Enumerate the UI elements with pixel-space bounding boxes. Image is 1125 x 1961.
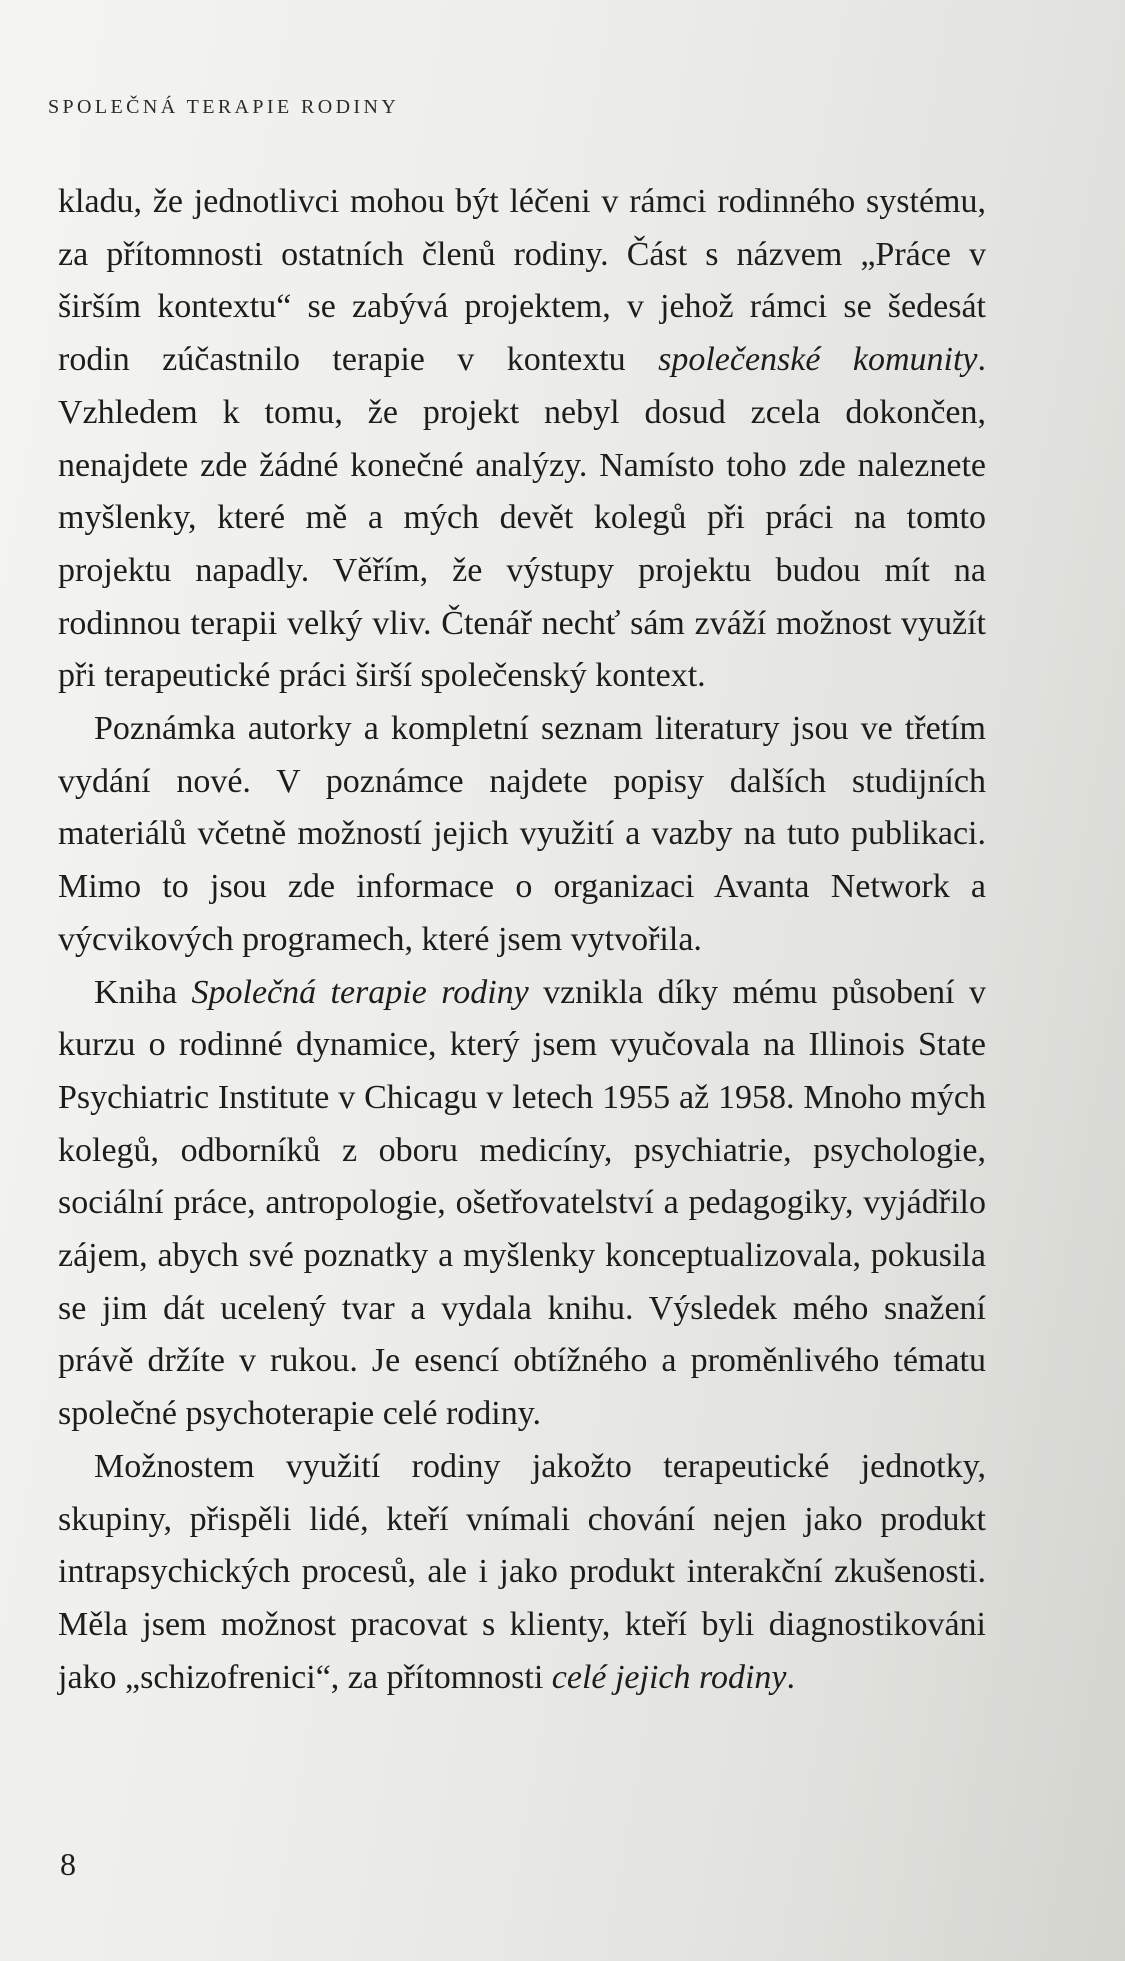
paragraph-1-text-2: . Vzhledem k tomu, že projekt nebyl dosud zcela dokončen, nenajdete zde žádné konečné analýzy. Namísto toho zde naleznete myšlenky, které mě a mých devět kolegů při práci na tomto projektu napadly. Věřím, že výstupy projektu budou mít na rodinnou terapii velký vliv. Čtenář nechť sám zváží možnost využít při terapeutické práci širší společenský kontext. (58, 341, 986, 695)
paragraph-4-text-2: . (786, 1658, 796, 1696)
paragraph-3-book-title: Společná terapie rodiny (191, 973, 529, 1011)
paragraph-4-italic-term: celé jejich rodiny (551, 1658, 787, 1696)
paragraph-3 (58, 967, 986, 1441)
paragraph-1 (58, 176, 986, 703)
page-number: 8 (60, 1846, 76, 1882)
paragraph-4 (58, 1441, 986, 1705)
paragraph-3-text-2: vznikla díky mému působení v kurzu o rodinné dynamice, který jsem vyučovala na Illinois State Psychiatric Institute v Chicagu v letech 1955 až 1958. Mnoho mých kolegů, odborníků z oboru medicíny, psychiatrie, psychologie, sociální práce, antropologie, ošetřovatelství a pedagogiky, vyjádřilo zájem, abych své poznatky a myšlenky konceptualizovala, pokusila se jim dát ucelený tvar a vydala knihu. Výsledek mého snažení právě držíte v rukou. Je esencí obtížného a proměnlivého tématu společné psychoterapie celé rodiny. (58, 973, 986, 1433)
running-head: SPOLEČNÁ TERAPIE RODINY (48, 96, 400, 118)
body-text (58, 176, 986, 1704)
paragraph-4-text-1: Možnostem využití rodiny jakožto terapeutické jednotky, skupiny, přispěli lidé, kteří vnímali chování nejen jako produkt intrapsychických procesů, ale i jako produkt interakční zkušenosti. Měla jsem možnost pracovat s klienty, kteří byli diagnostikováni jako „schizofrenici“, za přítomnosti (58, 1447, 986, 1696)
paragraph-3-text-1: Kniha (94, 973, 192, 1011)
paragraph-2 (58, 703, 986, 967)
paragraph-2-text: Poznámka autorky a kompletní seznam literatury jsou ve třetím vydání nové. V poznámce najdete popisy dalších studijních materiálů včetně možností jejich využití a vazby na tuto publikaci. Mimo to jsou zde informace o organizaci Avanta Network a výcvikových programech, které jsem vytvořila. (58, 710, 986, 958)
paragraph-1-italic-term: společenské komunity (658, 341, 978, 379)
paragraph-1-text-1: kladu, že jednotlivci mohou být léčeni v rámci rodinného systému, za přítomnosti ostatních členů rodiny. Část s názvem „Práce v širším kontextu“ se zabývá projektem, v jehož rámci se šedesát rodin zúčastnilo terapie v kontextu (58, 183, 986, 379)
